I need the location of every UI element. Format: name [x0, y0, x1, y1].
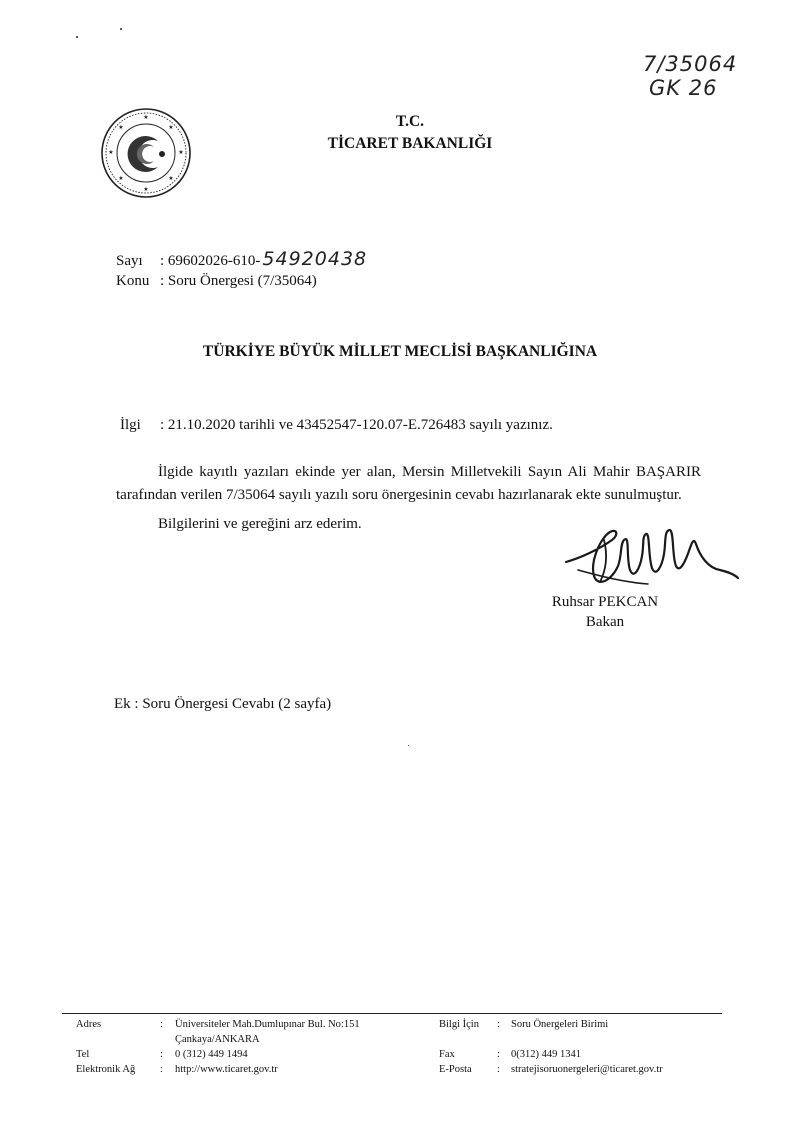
svg-text:★: ★ [118, 124, 124, 131]
footer-colon: : [497, 1049, 500, 1060]
footer-colon: : [160, 1064, 163, 1075]
sayi-row [116, 248, 367, 270]
scan-speck [408, 745, 409, 746]
footer-row-address [76, 1017, 716, 1032]
footer-label [439, 1032, 497, 1047]
footer-label: Fax [439, 1049, 455, 1060]
konu-row [116, 270, 367, 292]
footer-label [76, 1032, 160, 1047]
footer-colon: : [497, 1019, 500, 1030]
body-paragraph-1: İlgide kayıtlı yazıları ekinde yer alan, Mersin Milletvekili Sayın Ali Mahir BAŞARIR tarafından verilen 7/35064 sayılı yazılı soru önergesinin cevabı hazırlanarak ekte sunulmuştur. [116, 464, 701, 503]
footer-row-phone [76, 1047, 716, 1062]
footer-colon: : [160, 1019, 163, 1030]
footer-contact-table [76, 1017, 716, 1077]
sayi-label: Sayı [116, 253, 143, 269]
footer-contact-block [76, 1017, 716, 1077]
footer-row-address-cont [76, 1032, 716, 1047]
footer-label: Adres [76, 1019, 102, 1030]
handwritten-ref-number: 7/35064 [643, 52, 738, 76]
letterhead [240, 111, 580, 155]
konu-label: Konu [116, 273, 150, 289]
footer-value: Üniversiteler Mah.Dumlupınar Bul. No:151 [175, 1019, 360, 1030]
ilgi-value: : 21.10.2020 tarihli ve 43452547-120.07-E.726483 sayılı yazınız. [160, 417, 553, 433]
sayi-value: : 69602026-610- [160, 253, 261, 269]
svg-text:★: ★ [168, 175, 174, 182]
svg-text:★: ★ [143, 186, 149, 193]
footer-label: Tel [76, 1049, 90, 1060]
footer-divider [62, 1013, 722, 1014]
footer-value: stratejisoruonergeleri@ticaret.gov.tr [511, 1064, 663, 1075]
svg-text:★: ★ [108, 149, 114, 156]
footer-value: 0 (312) 449 1494 [175, 1049, 248, 1060]
footer-label: E-Posta [439, 1064, 472, 1075]
svg-text:★: ★ [118, 175, 124, 182]
svg-text:★: ★ [178, 149, 184, 156]
footer-value [511, 1032, 716, 1047]
footer-colon: : [497, 1064, 500, 1075]
ministry-seal-logo [100, 107, 192, 199]
handwritten-ref-code: GK 26 [649, 76, 718, 100]
svg-text:★: ★ [143, 114, 149, 121]
footer-value: 0(312) 449 1341 [511, 1049, 581, 1060]
ilgi-label: İlgi [120, 417, 141, 433]
reference-line [120, 417, 553, 434]
footer-label: Elektronik Ağ [76, 1064, 136, 1075]
footer-value: http://www.ticaret.gov.tr [175, 1064, 278, 1075]
footer-colon: : [160, 1049, 163, 1060]
ministry-name: TİCARET BAKANLIĞI [327, 135, 493, 152]
svg-text:★: ★ [168, 124, 174, 131]
handwritten-signature [560, 510, 750, 605]
addressee: TÜRKİYE BÜYÜK MİLLET MECLİSİ BAŞKANLIĞINA [202, 343, 598, 360]
signer-name: Ruhsar PEKCAN [551, 594, 659, 610]
state-abbreviation: T.C. [395, 113, 425, 130]
footer-label: Bilgi İçin [439, 1019, 479, 1030]
scan-speck [76, 36, 78, 38]
body-paragraph-2: Bilgilerini ve gereğini arz ederim. [158, 516, 362, 532]
handwritten-reference [643, 52, 737, 100]
signer-block [540, 592, 670, 632]
footer-value: Çankaya/ANKARA [175, 1034, 260, 1045]
signer-title: Bakan [585, 614, 625, 630]
attachment-note: Ek : Soru Önergesi Cevabı (2 sayfa) [114, 696, 332, 712]
footer-value: Soru Önergeleri Birimi [511, 1019, 609, 1030]
sayi-handwritten-number: 54920438 [262, 248, 368, 270]
footer-row-web [76, 1062, 716, 1077]
document-meta [116, 248, 367, 292]
scan-speck [120, 28, 122, 30]
konu-value: : Soru Önergesi (7/35064) [160, 273, 317, 289]
